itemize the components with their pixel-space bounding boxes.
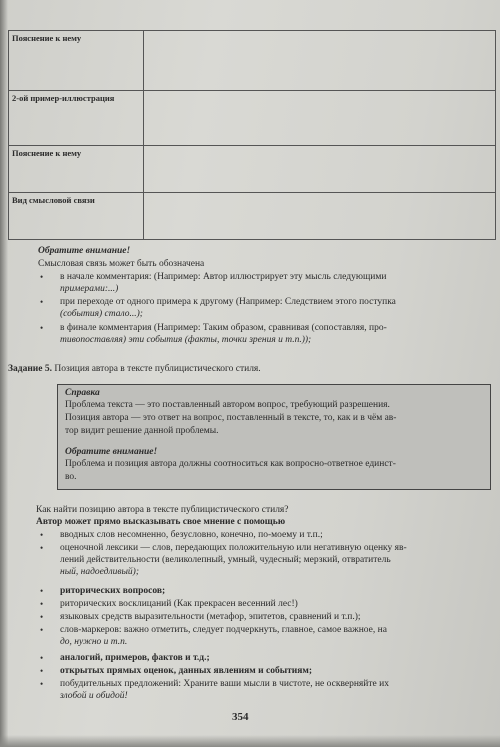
bullet-icon: • xyxy=(40,272,44,282)
position-item: оценочной лексики — слов, передающих положительную или негативную оценку яв- xyxy=(60,543,407,553)
table-cell-label: 2-ой пример-иллюстрация xyxy=(9,91,144,146)
reference-note-line-1: Проблема и позиция автора должны соотноситься как вопросно-ответное единст- xyxy=(65,459,396,469)
bullet-icon: • xyxy=(40,666,44,676)
bullet-icon: • xyxy=(40,297,44,307)
page-number: 354 xyxy=(232,711,249,723)
table-cell-label: Вид смысловой связи xyxy=(9,193,144,240)
bullet-icon: • xyxy=(40,599,44,609)
reference-note-heading: Обратите внимание! xyxy=(65,447,158,457)
table-cell-empty xyxy=(144,146,496,193)
page-bottom-shadow xyxy=(0,735,500,747)
table-cell-empty xyxy=(144,193,496,240)
bullet-icon: • xyxy=(40,586,44,596)
bullet-icon: • xyxy=(40,612,44,622)
position-item-cont: до, нужно и т.п. xyxy=(60,637,128,647)
attention-item-2-line-2: (события) стало...); xyxy=(60,309,143,319)
reference-heading: Справка xyxy=(65,388,100,398)
bullet-icon: • xyxy=(40,323,44,333)
attention-item-1-line-2: примерами:...) xyxy=(60,284,119,294)
bullet-icon: • xyxy=(40,679,44,689)
question-line: Как найти позицию автора в тексте публицистического стиля? xyxy=(36,505,289,515)
position-item-cont: лений действительности (великолепный, умный, чудесный; мерзкий, отвратитель xyxy=(60,555,391,565)
position-item: риторических вопросов; xyxy=(60,586,166,596)
table-cell-label: Пояснение к нему xyxy=(9,146,144,193)
position-item: вводных слов несомненно, безусловно, конечно, по-моему и т.п.; xyxy=(60,530,323,540)
position-intro: Автор может прямо высказывать свое мнение с помощью xyxy=(36,517,286,527)
semantic-link-table xyxy=(8,30,496,240)
table-row xyxy=(9,193,496,240)
attention-item-3-line-2: тивопоставляя) эти события (факты, точки зрения и т.п.)); xyxy=(60,335,312,345)
bullet-icon: • xyxy=(40,653,44,663)
attention-item-2-line-1: при переходе от одного примера к другому (Например: Следствием этого поступка xyxy=(60,297,396,307)
position-item: открытых прямых оценок, данных явлениям и событиям; xyxy=(60,666,313,676)
table-cell-empty xyxy=(144,31,496,91)
attention-item-1-line-1: в начале комментария: (Например: Автор иллюстрирует эту мысль следующими xyxy=(60,272,387,282)
task-heading xyxy=(8,363,261,375)
reference-line-3: тор видит решение данной проблемы. xyxy=(65,426,219,436)
table-cell-label: Пояснение к нему xyxy=(9,31,144,91)
table-row xyxy=(9,31,496,91)
page-edge-shadow xyxy=(0,0,8,747)
table-cell-empty xyxy=(144,91,496,146)
position-item: побудительных предложений: Храните ваши мысли в чистоте, не оскверняйте их xyxy=(60,679,389,689)
table-row xyxy=(9,91,496,146)
position-item: языковых средств выразительности (метафор, эпитетов, сравнений и т.п.); xyxy=(60,612,361,622)
reference-line-1: Проблема текста — это поставленный автором вопрос, требующий разрешения. xyxy=(65,400,390,410)
position-item-cont: ный, надоедливый); xyxy=(60,567,139,577)
bullet-icon: • xyxy=(40,625,44,635)
attention-intro: Смысловая связь может быть обозначена xyxy=(38,259,205,269)
position-item-cont: злобой и обидой! xyxy=(60,691,128,701)
attention-item-3-line-1: в финале комментария (Например: Таким образом, сравнивая (сопоставляя, про- xyxy=(60,323,387,333)
task-title: Позиция автора в тексте публицистического стиля. xyxy=(54,364,261,374)
position-item: аналогий, примеров, фактов и т.д.; xyxy=(60,653,210,663)
position-item: слов-маркеров: важно отметить, следует подчеркнуть, главное, самое важное, на xyxy=(60,625,387,635)
attention-heading: Обратите внимание! xyxy=(38,246,131,256)
reference-line-2: Позиция автора — это ответ на вопрос, поставленный в тексте, то, как и в чём ав- xyxy=(65,413,397,423)
table-row xyxy=(9,146,496,193)
task-number: Задание 5. xyxy=(8,364,52,374)
reference-note-line-2: во. xyxy=(65,472,77,482)
bullet-icon: • xyxy=(40,543,44,553)
position-item: риторических восклицаний (Как прекрасен весенний лес!) xyxy=(60,599,298,609)
bullet-icon: • xyxy=(40,530,44,540)
